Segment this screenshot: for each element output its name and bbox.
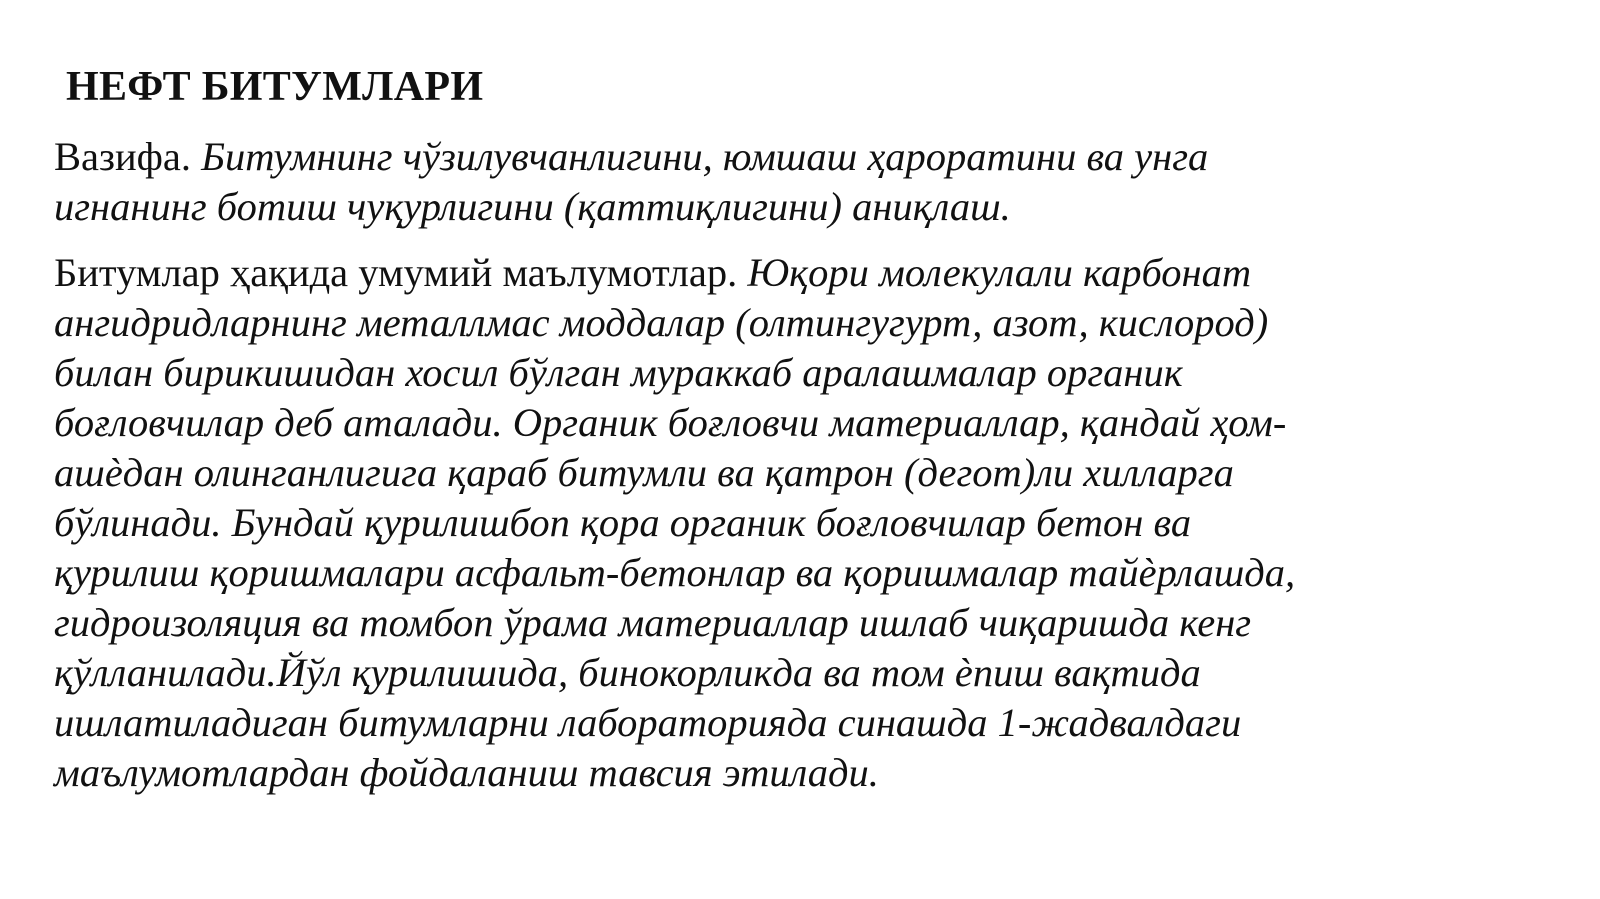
general-info-text-line-3: билан бирикишидан хосил бўлган мураккаб аралашмалар органик <box>54 350 1183 395</box>
general-info-paragraph <box>54 248 1554 798</box>
general-info-text-line-2: ангидридларнинг металлмас моддалар (олтингугурт, азот, кислород) <box>54 300 1269 345</box>
general-info-line-1 <box>54 248 1554 298</box>
general-info-text-line-5: ашѐдан олинганлигига қараб битумли ва қатрон (дегот)ли хилларга <box>54 450 1234 495</box>
general-info-text-line-7: қурилиш қоришмалари асфальт-бетонлар ва қоришмалар тайѐрлашда, <box>54 550 1296 595</box>
page-title: НЕФТ БИТУМЛАРИ <box>66 64 484 110</box>
general-info-lead: Битумлар ҳақида умумий маълумотлар. <box>54 250 738 295</box>
task-paragraph <box>54 132 1554 232</box>
general-info-text-line-10: ишлатиладиган битумларни лабораторияда синашда 1-жадвалдаги <box>54 700 1242 745</box>
general-info-text-line-8: гидроизоляция ва томбоп ўрама материаллар ишлаб чиқаришда кенг <box>54 600 1252 645</box>
general-info-text-line-1: Юқори молекулали карбонат <box>747 250 1252 295</box>
general-info-text-line-9: қўлланилади.Йўл қурилишида, бинокорликда ва том ѐпиш вақтида <box>54 650 1201 695</box>
general-info-text-line-4: боғловчилар деб аталади. Органик боғловчи материаллар, қандай ҳом- <box>54 400 1287 445</box>
general-info-text-line-11: маълумотлардан фойдаланиш тавсия этилади. <box>54 750 879 795</box>
task-text-line-2: игнанинг ботиш чуқурлигини (қаттиқлигини) аниқлаш. <box>54 184 1011 229</box>
task-lead: Вазифа. <box>54 134 192 179</box>
general-info-text-line-6: бўлинади. Бундай қурилишбоп қора органик боғловчилар бетон ва <box>54 500 1192 545</box>
task-line-1 <box>54 132 1554 182</box>
task-text-line-1: Битумнинг чўзилувчанлигини, юмшаш ҳароратини ва унга <box>201 134 1209 179</box>
